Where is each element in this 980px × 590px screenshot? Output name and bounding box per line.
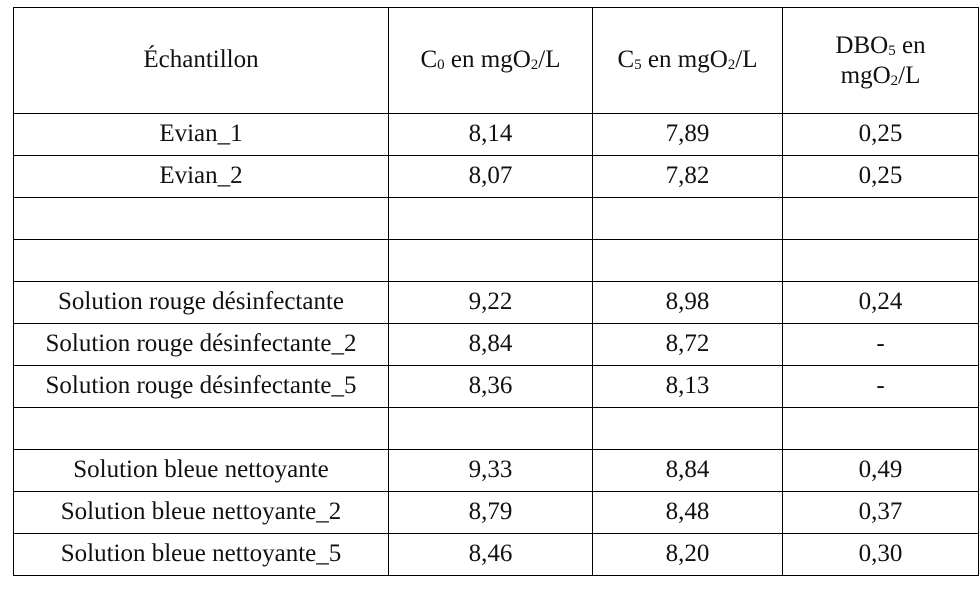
cell-sample: Evian_2	[14, 156, 389, 198]
cell-c0: 8,46	[389, 534, 593, 576]
header-c0-label: $C_0$ en mgO$_2$/L	[420, 46, 561, 74]
table-body	[14, 114, 979, 576]
cell-sample	[14, 240, 389, 282]
cell-c5: 8,98	[593, 282, 783, 324]
table-row-empty	[14, 240, 979, 282]
cell-sample: Solution bleue nettoyante_5	[14, 534, 389, 576]
table-header-row	[14, 8, 979, 114]
results-table	[13, 7, 979, 576]
cell-c5: 8,48	[593, 492, 783, 534]
header-c5	[593, 8, 783, 114]
cell-c5: 7,89	[593, 114, 783, 156]
cell-sample: Solution bleue nettoyante_2	[14, 492, 389, 534]
table-row-empty	[14, 408, 979, 450]
cell-c5: 8,13	[593, 366, 783, 408]
cell-dbo: 0,30	[783, 534, 979, 576]
cell-dbo: -	[783, 366, 979, 408]
cell-dbo: 0,25	[783, 114, 979, 156]
cell-dbo	[783, 240, 979, 282]
cell-sample	[14, 408, 389, 450]
header-dbo	[783, 8, 979, 114]
header-sample-label: Échantillon	[143, 46, 259, 74]
cell-sample: Solution bleue nettoyante	[14, 450, 389, 492]
cell-c0: 8,14	[389, 114, 593, 156]
cell-dbo: 0,24	[783, 282, 979, 324]
cell-dbo	[783, 408, 979, 450]
table-row	[14, 282, 979, 324]
table-row	[14, 156, 979, 198]
cell-c5	[593, 240, 783, 282]
table-row	[14, 324, 979, 366]
cell-c5: 7,82	[593, 156, 783, 198]
table-row	[14, 366, 979, 408]
cell-sample	[14, 198, 389, 240]
table-row-empty	[14, 198, 979, 240]
cell-c0	[389, 408, 593, 450]
table-row	[14, 534, 979, 576]
cell-c5	[593, 198, 783, 240]
header-sample	[14, 8, 389, 114]
table-row	[14, 492, 979, 534]
cell-c0: 8,84	[389, 324, 593, 366]
header-c0	[389, 8, 593, 114]
cell-c0: 8,07	[389, 156, 593, 198]
cell-c0	[389, 198, 593, 240]
cell-c0: 8,36	[389, 366, 593, 408]
cell-sample: Evian_1	[14, 114, 389, 156]
cell-dbo	[783, 198, 979, 240]
cell-dbo: 0,49	[783, 450, 979, 492]
cell-c5: 8,20	[593, 534, 783, 576]
cell-c5: 8,84	[593, 450, 783, 492]
cell-dbo: -	[783, 324, 979, 366]
table-row	[14, 450, 979, 492]
cell-sample: Solution rouge désinfectante_5	[14, 366, 389, 408]
cell-c5: 8,72	[593, 324, 783, 366]
cell-sample: Solution rouge désinfectante_2	[14, 324, 389, 366]
cell-c0: 8,79	[389, 492, 593, 534]
cell-sample: Solution rouge désinfectante	[14, 282, 389, 324]
header-dbo-label: $DBO_5$ en mgO$_2$/L	[835, 31, 926, 89]
cell-c0: 9,33	[389, 450, 593, 492]
cell-c0: 9,22	[389, 282, 593, 324]
cell-dbo: 0,25	[783, 156, 979, 198]
table-row	[14, 114, 979, 156]
cell-c0	[389, 240, 593, 282]
cell-dbo: 0,37	[783, 492, 979, 534]
header-c5-label: $C_5$ en mgO$_2$/L	[617, 46, 758, 74]
cell-c5	[593, 408, 783, 450]
